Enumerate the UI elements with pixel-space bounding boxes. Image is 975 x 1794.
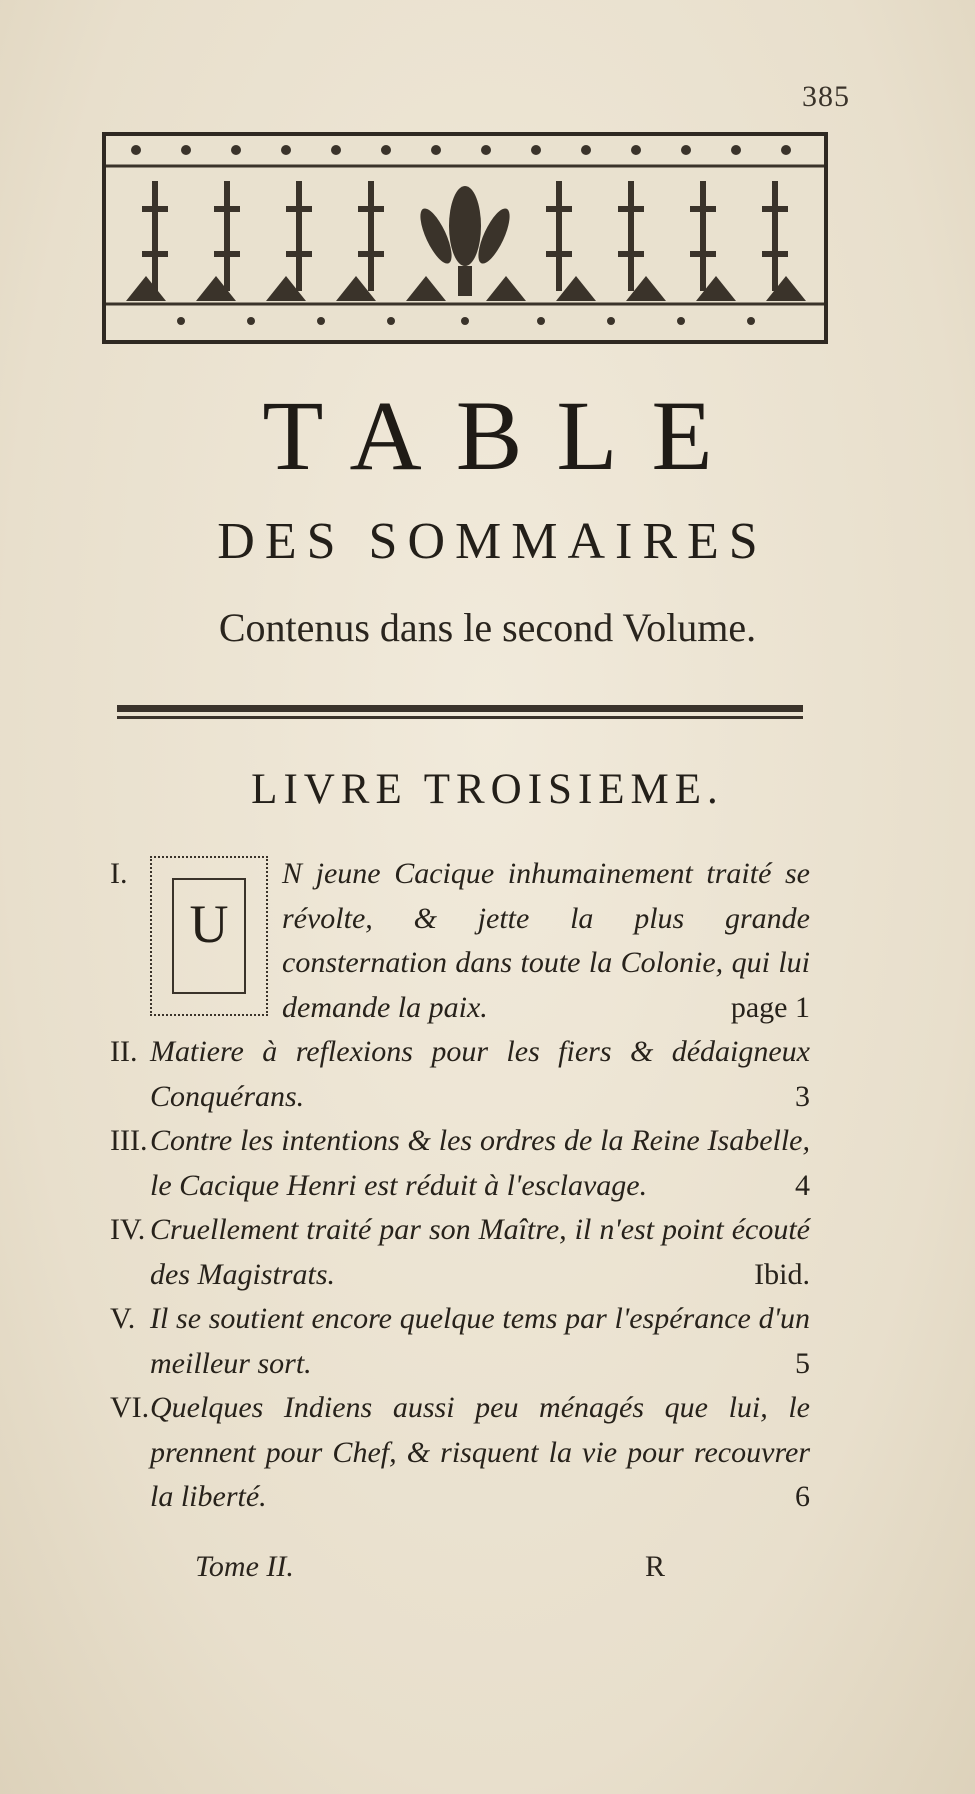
ornamental-dropcap xyxy=(150,856,268,1016)
ornamental-headpiece xyxy=(102,132,828,344)
contents-line: Contenus dans le second Volume. xyxy=(218,605,757,650)
toc-entry xyxy=(110,1208,810,1297)
book-heading: LIVRE TROISIEME. xyxy=(251,766,724,813)
entry-page: Ibid. xyxy=(754,1257,810,1291)
toc-entry xyxy=(110,1297,810,1386)
entry-text: Cruellement traité par son Maître, il n'est point écouté des Magistrats. xyxy=(150,1213,810,1291)
entry-number: VI. xyxy=(110,1391,150,1424)
page-title: TABLE xyxy=(262,380,747,491)
signature-mark: R xyxy=(645,1550,666,1583)
entry-text: Matiere à reflexions pour les fiers & dédaigneux Conquérans. xyxy=(150,1035,810,1113)
toc-entry xyxy=(110,1386,810,1520)
entry-number: I. xyxy=(110,857,128,890)
table-of-contents xyxy=(110,852,810,1520)
entry-text: N jeune Cacique inhumainement traité se révolte, & jette la plus grande consternation dans toute la Colonie, qui lui demande la paix. xyxy=(282,857,810,1024)
entry-page: 5 xyxy=(795,1346,810,1380)
entry-number: V. xyxy=(110,1302,136,1335)
toc-entry xyxy=(110,1119,810,1208)
entry-page: 4 xyxy=(795,1168,810,1202)
page-number: 385 xyxy=(802,80,850,113)
entry-page: 3 xyxy=(795,1079,810,1113)
entry-text: Contre les intentions & les ordres de la Reine Isabelle, le Cacique Henri est réduit à l'esclavage. xyxy=(150,1124,810,1202)
dropcap-letter: U xyxy=(189,894,229,954)
entry-text: Il se soutient encore quelque tems par l'espérance d'un meilleur sort. xyxy=(150,1302,810,1380)
page-subtitle: DES SOMMAIRES xyxy=(217,513,768,570)
entry-text: Quelques Indiens aussi peu ménagés que lui, le prennent pour Chef, & risquent la vie pour recouvrer la liberté. xyxy=(150,1391,810,1513)
toc-entry xyxy=(110,852,810,1030)
fleuron-ornament-icon xyxy=(106,136,824,340)
entry-number: III. xyxy=(110,1124,148,1157)
entry-number: IV. xyxy=(110,1213,146,1246)
entry-page: page 1 xyxy=(730,990,810,1024)
volume-label: Tome II. xyxy=(195,1550,294,1583)
entry-number: II. xyxy=(110,1035,138,1068)
double-rule-divider xyxy=(117,705,803,721)
toc-entry xyxy=(110,1030,810,1119)
entry-page: 6 xyxy=(795,1480,810,1513)
